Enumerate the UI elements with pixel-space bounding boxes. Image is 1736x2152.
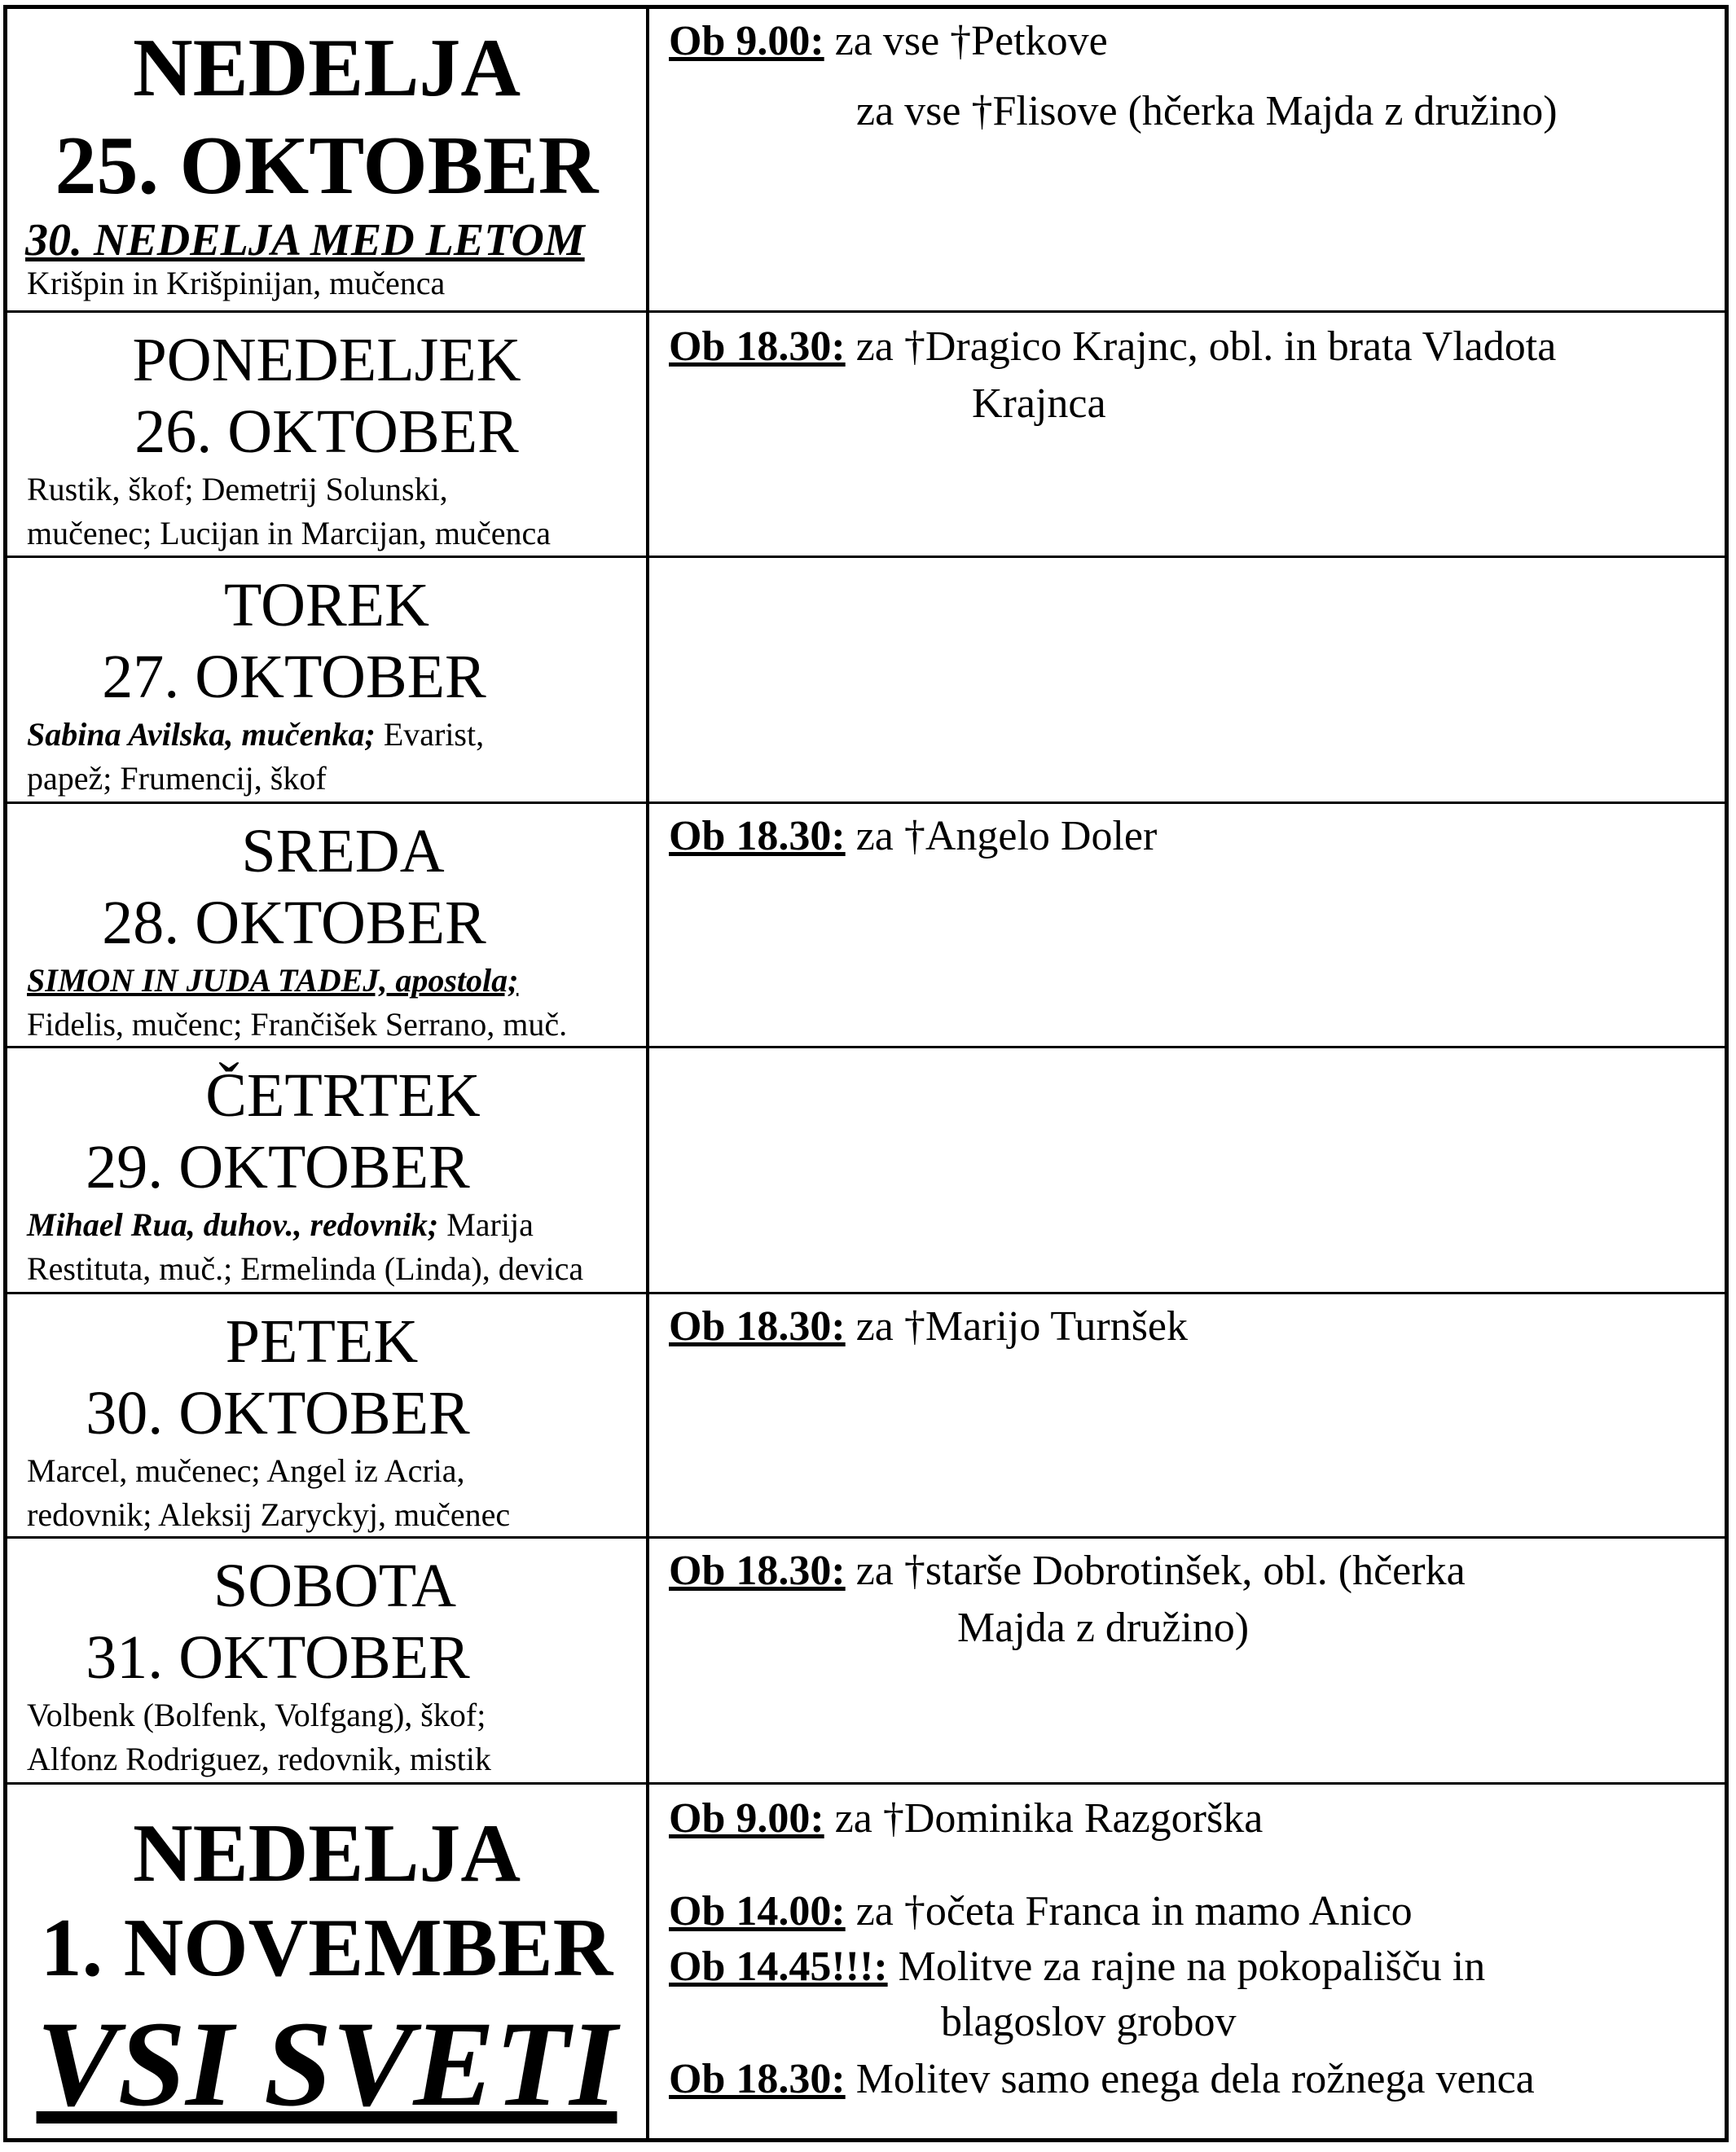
saints-line: Sabina Avilska, mučenka; Evarist, <box>27 716 485 753</box>
saints-line: Mihael Rua, duhov., redovnik; Marija <box>27 1206 534 1243</box>
day-cell <box>7 804 649 1046</box>
mass-intention: za vse †Flisove (hčerka Majda z družino) <box>856 88 1558 134</box>
day-name: PONEDELJEK <box>132 326 521 394</box>
mass-entry <box>669 20 1108 63</box>
saints-line: Krišpin in Krišpinijan, mučenca <box>27 265 446 301</box>
mass-intention: za †Dominika Razgorška <box>834 1795 1264 1842</box>
mass-cell <box>649 1539 1725 1782</box>
saints-line: Restituta, muč.; Ermelinda (Linda), devica <box>27 1250 584 1287</box>
mass-intention: za †Marijo Turnšek <box>855 1303 1189 1350</box>
day-row <box>7 310 1725 556</box>
saints-line: Fidelis, mučenc; Frančišek Serrano, muč. <box>27 1006 568 1043</box>
mass-intention: za †Dragico Krajnc, obl. in brata Vladota <box>855 323 1557 370</box>
day-date: 25. OKTOBER <box>55 120 599 212</box>
day-row <box>7 802 1725 1046</box>
day-date: 26. OKTOBER <box>134 397 519 466</box>
mass-time: Ob 18.30: <box>669 2056 846 2102</box>
day-row <box>7 1782 1725 2138</box>
day-row <box>7 1292 1725 1536</box>
mass-entry <box>669 1943 1486 1990</box>
mass-time: Ob 18.30: <box>669 323 846 370</box>
day-cell <box>7 558 649 802</box>
day-name: TOREK <box>224 571 429 639</box>
day-name: NEDELJA <box>132 22 521 114</box>
mass-intention: Molitve za rajne na pokopališču in <box>898 1943 1486 1990</box>
day-date: 30. OKTOBER <box>86 1379 470 1447</box>
mass-intention-continued: blagoslov grobov <box>941 1999 1237 2045</box>
day-date: 28. OKTOBER <box>102 889 486 957</box>
mass-cell <box>649 804 1725 1046</box>
mass-time: Ob 18.30: <box>669 1303 846 1350</box>
mass-time: Ob 18.30: <box>669 1548 846 1594</box>
mass-intention: Molitev samo enega dela rožnega venca <box>855 2056 1535 2102</box>
mass-intention: za †starše Dobrotinšek, obl. (hčerka <box>855 1548 1466 1594</box>
mass-intention-continued: Krajnca <box>972 380 1106 427</box>
day-name: PETEK <box>225 1307 419 1376</box>
day-cell <box>7 1048 649 1292</box>
mass-cell <box>649 1048 1725 1292</box>
day-date: 29. OKTOBER <box>86 1133 470 1201</box>
mass-cell <box>649 313 1725 556</box>
saints-line: redovnik; Aleksij Zaryckyj, mučenec <box>27 1496 511 1533</box>
schedule-table <box>3 5 1729 2142</box>
day-name: ČETRTEK <box>205 1061 481 1130</box>
mass-time: Ob 14.45!!!: <box>669 1943 888 1990</box>
saints-line: mučenec; Lucijan in Marcijan, mučenca <box>27 515 552 551</box>
mass-intention: za vse †Petkove <box>834 18 1108 64</box>
saints-line: Rustik, škof; Demetrij Solunski, <box>27 471 448 507</box>
mass-entry <box>669 1303 1189 1350</box>
day-date: 31. OKTOBER <box>86 1623 470 1692</box>
day-name: SOBOTA <box>213 1552 456 1620</box>
mass-cell <box>649 1785 1725 2138</box>
mass-cell <box>649 1294 1725 1536</box>
mass-time: Ob 14.00: <box>669 1888 846 1935</box>
day-date: 1. NOVEMBER <box>40 1902 613 1994</box>
mass-entry <box>669 1795 1264 1842</box>
day-date: 27. OKTOBER <box>102 643 486 711</box>
saints-line: Alfonz Rodriguez, redovnik, mistik <box>27 1741 491 1777</box>
day-row <box>7 1046 1725 1292</box>
mass-cell <box>649 558 1725 802</box>
mass-time: Ob 9.00: <box>669 18 824 64</box>
saints-line: SIMON IN JUDA TADEJ, apostola; <box>27 962 519 999</box>
day-cell <box>7 1785 649 2138</box>
saints-line: Marcel, mučenec; Angel iz Acria, <box>27 1452 465 1489</box>
mass-time: Ob 9.00: <box>669 1795 824 1842</box>
mass-entry <box>669 1888 1413 1935</box>
day-row <box>7 1536 1725 1782</box>
saints-line: Volbenk (Bolfenk, Volfgang), škof; <box>27 1697 486 1733</box>
mass-entry <box>669 2058 1535 2101</box>
day-cell <box>7 313 649 556</box>
feast-title: 30. NEDELJA MED LETOM <box>25 215 585 266</box>
day-name: SREDA <box>241 817 445 885</box>
mass-entry <box>669 1550 1466 1592</box>
day-row <box>7 9 1725 310</box>
day-cell <box>7 9 649 310</box>
feast-title: VSI SVETI <box>36 1996 617 2132</box>
day-row <box>7 556 1725 802</box>
mass-intention: za †Angelo Doler <box>855 813 1158 859</box>
day-name: NEDELJA <box>132 1807 521 1899</box>
mass-intention: za †očeta Franca in mamo Anico <box>855 1888 1413 1935</box>
day-cell <box>7 1294 649 1536</box>
mass-cell <box>649 9 1725 310</box>
mass-time: Ob 18.30: <box>669 813 846 859</box>
mass-intention-continued: Majda z družino) <box>957 1605 1250 1651</box>
saints-line: papež; Frumencij, škof <box>27 760 327 797</box>
mass-entry <box>669 815 1157 858</box>
mass-entry <box>669 323 1557 370</box>
day-cell <box>7 1539 649 1782</box>
